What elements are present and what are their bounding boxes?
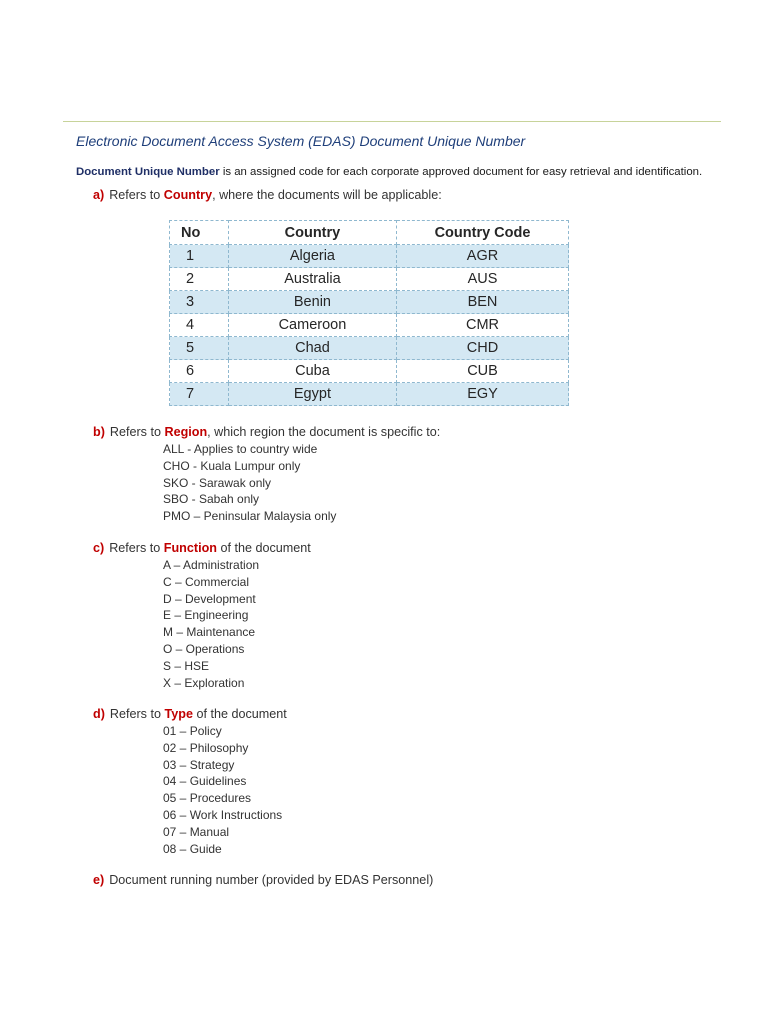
section-c-heading <box>93 541 311 555</box>
cell-no: 1 <box>170 245 229 268</box>
list-item: SBO - Sabah only <box>163 492 260 507</box>
list-item: 03 – Strategy <box>163 757 235 772</box>
section-c-prefix: Refers to <box>109 541 164 555</box>
section-a-heading <box>93 188 442 202</box>
cell-no: 7 <box>170 383 229 406</box>
cell-no: 4 <box>170 314 229 337</box>
cell-country-code: EGY <box>397 383 569 406</box>
section-c-keyword: Function <box>163 541 217 555</box>
list-item: ALL - Applies to country wide <box>163 442 318 456</box>
cell-country-code: AUS <box>397 268 569 291</box>
list-item: 08 – Guide <box>163 841 222 856</box>
header-no: No <box>170 221 229 245</box>
cell-no: 6 <box>170 360 229 383</box>
cell-country-code: AGR <box>397 245 569 268</box>
section-b-marker: b) <box>93 425 105 439</box>
table-row <box>170 383 569 406</box>
list-item: 07 – Manual <box>163 824 230 839</box>
function-list <box>163 557 259 691</box>
section-e-text: Document running number (provided by EDAS Personnel) <box>109 873 434 887</box>
list-item: 06 – Work Instructions <box>163 807 283 822</box>
section-d-keyword: Type <box>164 707 193 721</box>
table-row <box>170 291 569 314</box>
list-item: D – Development <box>163 591 256 606</box>
section-d-prefix: Refers to <box>109 707 165 721</box>
intro-paragraph <box>76 166 702 178</box>
type-list <box>163 723 282 857</box>
section-c-suffix: of the document <box>216 541 311 555</box>
list-item: E – Engineering <box>163 608 249 623</box>
intro-text: is an assigned code for each corporate approved document for easy retrieval and identification. <box>219 166 703 178</box>
cell-no: 5 <box>170 337 229 360</box>
section-b-heading <box>93 425 440 439</box>
list-item: 02 – Philosophy <box>163 740 249 755</box>
cell-country: Cuba <box>228 360 396 383</box>
section-a-prefix: Refers to <box>109 188 164 202</box>
cell-country-code: CMR <box>397 314 569 337</box>
cell-country: Cameroon <box>228 314 396 337</box>
section-e-heading <box>93 873 433 887</box>
section-b-suffix: , which region the document is specific to: <box>207 425 441 439</box>
table-row <box>170 314 569 337</box>
section-e-marker: e) <box>93 873 105 887</box>
title-divider <box>63 121 721 122</box>
table-row <box>170 268 569 291</box>
cell-country-code: CHD <box>397 337 569 360</box>
cell-no: 2 <box>170 268 229 291</box>
cell-country: Benin <box>228 291 396 314</box>
list-item: O – Operations <box>163 641 245 656</box>
list-item: PMO – Peninsular Malaysia only <box>163 509 337 524</box>
cell-country: Algeria <box>228 245 396 268</box>
section-a-keyword: Country <box>163 188 213 202</box>
list-item: SKO - Sarawak only <box>163 475 272 490</box>
table-header-row <box>170 221 569 245</box>
list-item: S – HSE <box>163 658 210 673</box>
table-row <box>170 360 569 383</box>
section-b-keyword: Region <box>164 425 208 439</box>
cell-country: Australia <box>228 268 396 291</box>
country-table <box>169 220 569 406</box>
section-d-suffix: of the document <box>192 707 287 721</box>
list-item: X – Exploration <box>163 675 245 690</box>
header-country-code: Country Code <box>397 221 569 245</box>
section-a-marker: a) <box>93 188 105 202</box>
list-item: M – Maintenance <box>163 625 256 640</box>
list-item: A – Administration <box>163 558 260 572</box>
cell-country: Chad <box>228 337 396 360</box>
section-b-prefix: Refers to <box>109 425 165 439</box>
section-c-marker: c) <box>93 541 105 555</box>
list-item: CHO - Kuala Lumpur only <box>163 458 301 473</box>
section-d-marker: d) <box>93 707 105 721</box>
cell-country-code: BEN <box>397 291 569 314</box>
table-row <box>170 337 569 360</box>
list-item: 04 – Guidelines <box>163 774 247 789</box>
cell-country: Egypt <box>228 383 396 406</box>
section-d-heading <box>93 707 287 721</box>
list-item: C – Commercial <box>163 574 250 589</box>
region-list <box>163 441 336 525</box>
header-country: Country <box>228 221 396 245</box>
table-row <box>170 245 569 268</box>
section-a-suffix: , where the documents will be applicable: <box>212 188 442 202</box>
list-item: 01 – Policy <box>163 724 222 738</box>
cell-no: 3 <box>170 291 229 314</box>
list-item: 05 – Procedures <box>163 791 252 806</box>
page-title: Electronic Document Access System (EDAS) Document Unique Number <box>76 133 526 149</box>
intro-term: Document Unique Number <box>76 166 220 178</box>
cell-country-code: CUB <box>397 360 569 383</box>
